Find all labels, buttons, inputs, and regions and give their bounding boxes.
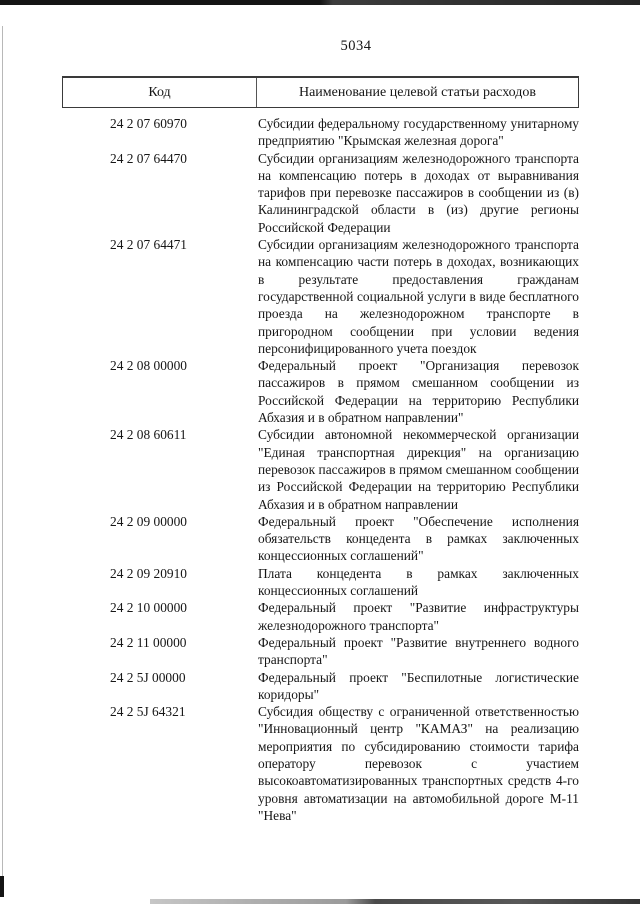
- table-row: [62, 150, 579, 236]
- row-code: 24 2 09 00000: [110, 513, 187, 529]
- column-header-name: Наименование целевой статьи расходов: [298, 84, 537, 100]
- row-code: 24 2 07 64471: [110, 237, 187, 253]
- row-code: 24 2 5J 64321: [110, 704, 186, 720]
- row-description: Федеральный проект "Развитие внутреннего водного транспорта": [258, 634, 579, 668]
- scan-artifact-bottom-strip: [150, 899, 640, 904]
- budget-codes-table: [62, 76, 579, 824]
- row-code: 24 2 07 64470: [110, 150, 187, 166]
- table-row: [62, 357, 579, 426]
- table-row: [62, 115, 579, 150]
- table-row: [62, 565, 579, 600]
- row-description: Субсидия обществу с ограниченной ответственностью "Инновационный центр "КАМАЗ" на реализацию мероприятия по субсидированию стоимости тарифа оператору перевозок с участием высокоавтоматизированных транспортных средств 4-го уровня автоматизации на автомобильной дороге М-11 "Нева": [258, 704, 579, 823]
- table-row: [62, 599, 579, 634]
- row-description: Федеральный проект "Организация перевозок пассажиров в прямом смешанном сообщении из Российской Федерации на территорию Республики Абхазия и в обратном направлении": [258, 358, 579, 426]
- row-description: Федеральный проект "Обеспечение исполнения обязательств концедента в рамках заключенных концессионных соглашений": [258, 513, 579, 564]
- row-description: Федеральный проект "Развитие инфраструктуры железнодорожного транспорта": [258, 600, 579, 633]
- row-description: Субсидии федеральному государственному унитарному предприятию "Крымская железная дорога": [258, 116, 579, 149]
- table-row: [62, 426, 579, 512]
- table-row: [62, 513, 579, 565]
- row-description: Субсидии организациям железнодорожного транспорта на компенсацию части потерь в доходах, возникающих в результате предоставления гражданам государственной социальной услуги в виде бесплатного проезда на железнодорожном транспорте в пригородном сообщении при условии ведения персонифицированного учета поездок: [258, 237, 579, 356]
- row-code: 24 2 11 00000: [110, 634, 187, 650]
- row-code: 24 2 10 00000: [110, 600, 187, 616]
- row-description: Субсидии организациям железнодорожного транспорта на компенсацию потерь в доходах от выравнивания тарифов при перевозке пассажиров в сообщении из (в) Калининградской области в (из) другие регионы Российской Федерации: [258, 150, 579, 235]
- table-row: [62, 703, 579, 824]
- column-header-code: Код: [63, 78, 257, 107]
- table-body: [62, 115, 579, 824]
- page-number: 5034: [340, 38, 372, 54]
- row-code: 24 2 09 20910: [110, 565, 187, 581]
- row-description: Плата концедента в рамках заключенных концессионных соглашений: [258, 565, 579, 599]
- table-row: [62, 669, 579, 704]
- row-code: 24 2 5J 00000: [110, 669, 186, 685]
- table-header-row: [62, 76, 579, 108]
- row-code: 24 2 07 60970: [110, 116, 187, 131]
- row-description: Федеральный проект "Беспилотные логистические коридоры": [258, 669, 579, 702]
- scan-artifact-top-bar: [0, 0, 640, 5]
- scan-artifact-left-line: [2, 26, 3, 876]
- table-row: [62, 236, 579, 357]
- row-code: 24 2 08 00000: [110, 358, 187, 374]
- scan-artifact-bottom-left-mark: [0, 876, 4, 897]
- row-code: 24 2 08 60611: [110, 427, 187, 443]
- row-description: Субсидии автономной некоммерческой организации "Единая транспортная дирекция" на организацию перевозок пассажиров в прямом смешанном сообщении из Российской Федерации на территорию Республики Абхазия и в обратном направлении: [258, 427, 579, 512]
- table-row: [62, 634, 579, 669]
